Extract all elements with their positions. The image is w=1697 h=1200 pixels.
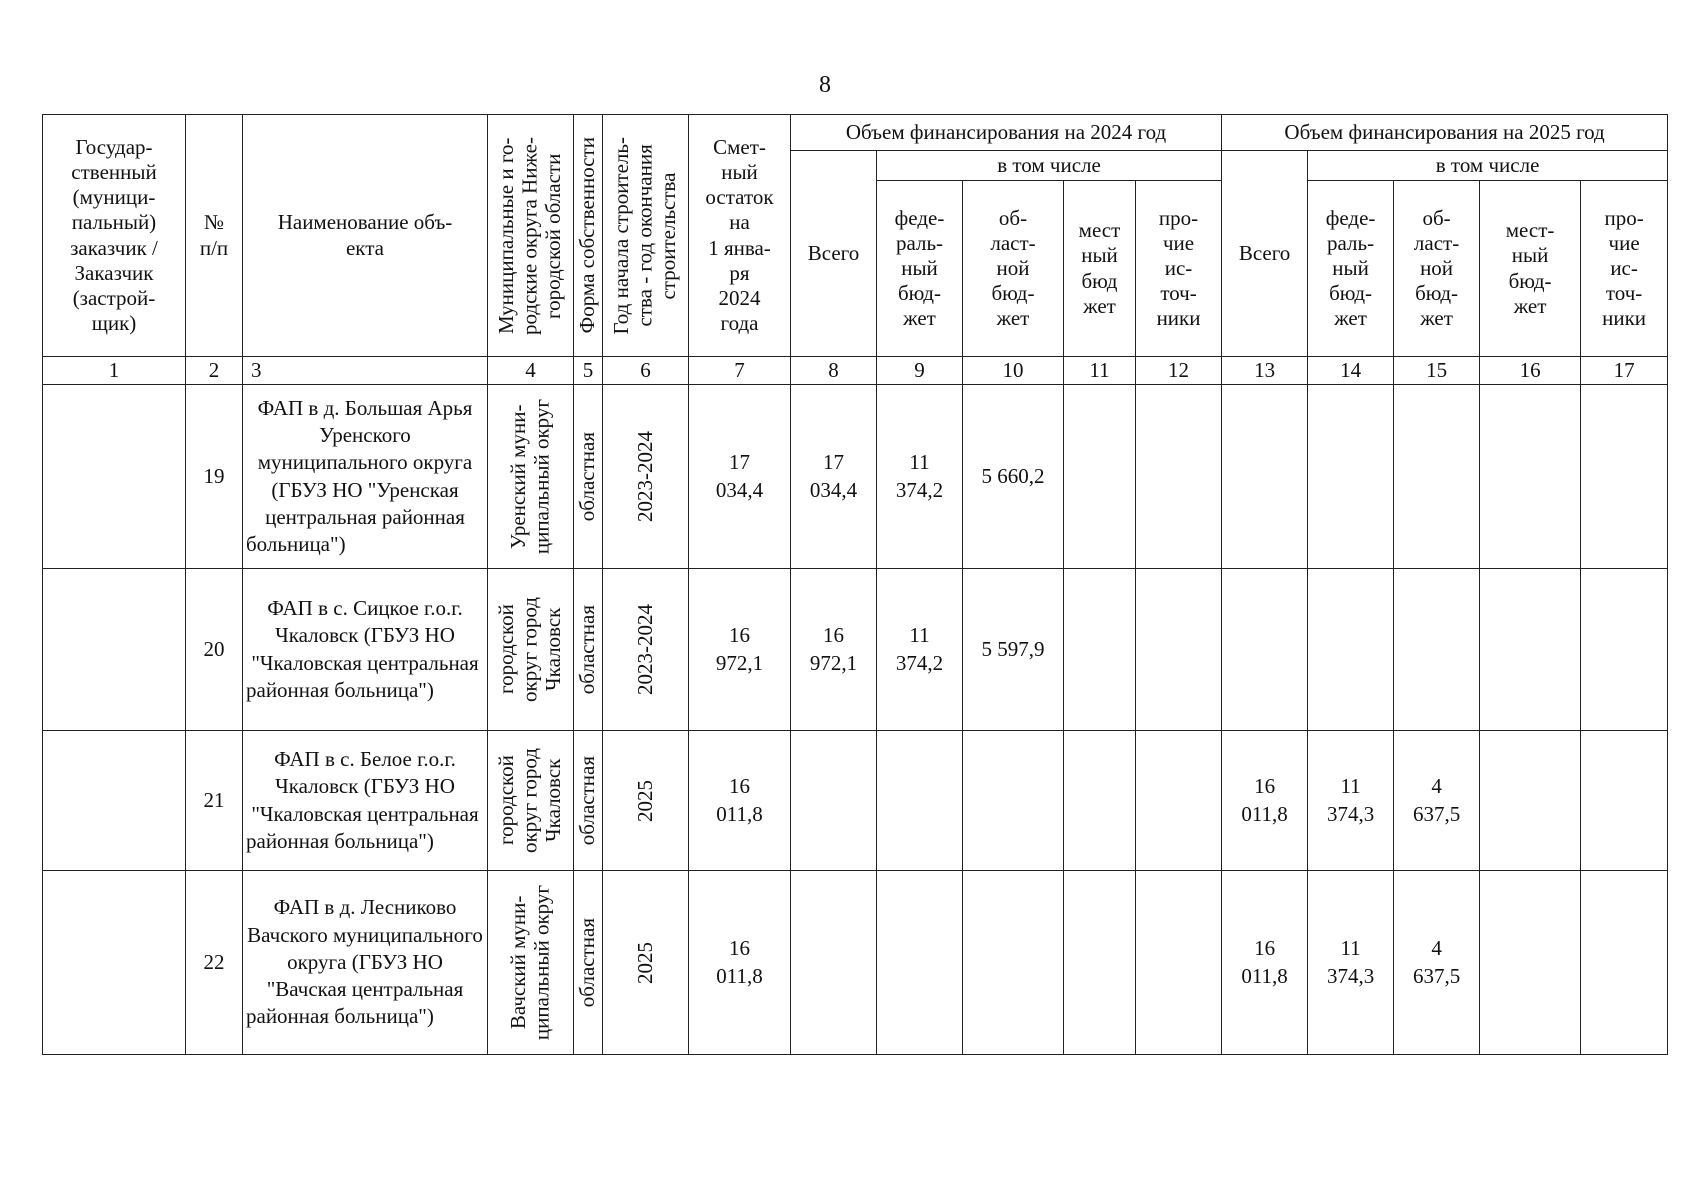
regional-2025: 4 637,5 xyxy=(1394,871,1480,1055)
regional-2024: 5 660,2 xyxy=(963,385,1064,569)
header-ownership-form xyxy=(574,115,603,357)
header-local-2024: мест ный бюд жет xyxy=(1064,181,1136,357)
other-2024 xyxy=(1136,731,1222,871)
total-2024 xyxy=(791,731,877,871)
header-local-2025: мест- ный бюд- жет xyxy=(1480,181,1581,357)
construction-years: 2025 xyxy=(632,941,657,984)
object-name: ФАП в д. Лесниково Вачского муниципального округа (ГБУЗ НО "Вачская центральная районная больница") xyxy=(243,871,488,1055)
local-2024 xyxy=(1064,385,1136,569)
regional-2025 xyxy=(1394,569,1480,731)
regional-2024 xyxy=(963,871,1064,1055)
column-number: 2 xyxy=(186,357,243,385)
column-number: 7 xyxy=(689,357,791,385)
total-2024: 17 034,4 xyxy=(791,385,877,569)
customer-cell xyxy=(43,871,186,1055)
header-number: № п/п xyxy=(186,115,243,357)
other-2025 xyxy=(1581,385,1668,569)
column-number: 11 xyxy=(1064,357,1136,385)
local-2025 xyxy=(1480,731,1581,871)
ownership-form-cell xyxy=(574,385,603,569)
municipal-district-cell xyxy=(488,385,574,569)
regional-2024 xyxy=(963,731,1064,871)
header-object-name: Наименование объ- екта xyxy=(243,115,488,357)
federal-2025: 11 374,3 xyxy=(1308,731,1394,871)
header-municipal-district xyxy=(488,115,574,357)
header-federal-2025: феде- раль- ный бюд- жет xyxy=(1308,181,1394,357)
construction-years: 2023-2024 xyxy=(632,431,657,522)
column-number: 17 xyxy=(1581,357,1668,385)
federal-2024: 11 374,2 xyxy=(877,385,963,569)
local-2024 xyxy=(1064,569,1136,731)
object-name: ФАП в д. Большая Арья Уренского муниципального округа (ГБУЗ НО "Уренская центральная районная больница") xyxy=(243,385,488,569)
column-number: 14 xyxy=(1308,357,1394,385)
header-customer: Государ- ственный (муници- пальный) заказчик / Заказчик (застрой- щик) xyxy=(43,115,186,357)
construction-years-cell xyxy=(603,731,689,871)
customer-cell xyxy=(43,385,186,569)
header-other-2025: про- чие ис- точ- ники xyxy=(1581,181,1668,357)
ownership-form-cell xyxy=(574,569,603,731)
column-number: 15 xyxy=(1394,357,1480,385)
municipal-district: городской округ город Чкаловск xyxy=(494,748,566,853)
ownership-form-cell xyxy=(574,871,603,1055)
column-number: 6 xyxy=(603,357,689,385)
column-number: 3 xyxy=(243,357,488,385)
construction-years: 2025 xyxy=(632,779,657,822)
column-number: 9 xyxy=(877,357,963,385)
total-2025: 16 011,8 xyxy=(1222,731,1308,871)
header-construction-years-text: Год начала строитель- ства - год окончания строительства xyxy=(609,136,681,335)
header-other-2024: про- чие ис- точ- ники xyxy=(1136,181,1222,357)
column-number: 1 xyxy=(43,357,186,385)
column-number: 8 xyxy=(791,357,877,385)
municipal-district: Уренский муни- ципальный округ xyxy=(505,398,554,555)
column-number: 13 xyxy=(1222,357,1308,385)
header-municipal-district-text: Муниципальные и го- родские округа Ниже- городской области xyxy=(494,136,566,335)
page-number: 8 xyxy=(819,72,831,98)
local-2024 xyxy=(1064,731,1136,871)
total-2025 xyxy=(1222,385,1308,569)
column-number-row xyxy=(43,357,1668,385)
municipal-district: Вачский муни- ципальный округ xyxy=(505,884,554,1041)
ownership-form-cell xyxy=(574,731,603,871)
regional-2024: 5 597,9 xyxy=(963,569,1064,731)
construction-years-cell xyxy=(603,385,689,569)
ownership-form: областная xyxy=(575,755,600,846)
construction-years-cell xyxy=(603,569,689,731)
column-number: 16 xyxy=(1480,357,1581,385)
column-number: 10 xyxy=(963,357,1064,385)
row-number: 19 xyxy=(186,385,243,569)
estimate-balance: 16 011,8 xyxy=(689,731,791,871)
local-2025 xyxy=(1480,871,1581,1055)
other-2025 xyxy=(1581,871,1668,1055)
federal-2025 xyxy=(1308,385,1394,569)
estimate-balance: 16 972,1 xyxy=(689,569,791,731)
local-2025 xyxy=(1480,569,1581,731)
federal-2024: 11 374,2 xyxy=(877,569,963,731)
federal-2024 xyxy=(877,871,963,1055)
column-number: 12 xyxy=(1136,357,1222,385)
header-ownership-form-text: Форма собственности xyxy=(575,137,600,334)
customer-cell xyxy=(43,569,186,731)
row-number: 21 xyxy=(186,731,243,871)
header-financing-2025: Объем финансирования на 2025 год xyxy=(1222,115,1668,151)
municipal-district-cell xyxy=(488,731,574,871)
total-2025 xyxy=(1222,569,1308,731)
total-2025: 16 011,8 xyxy=(1222,871,1308,1055)
total-2024: 16 972,1 xyxy=(791,569,877,731)
header-estimate-balance: Смет- ный остаток на 1 янва- ря 2024 года xyxy=(689,115,791,357)
ownership-form: областная xyxy=(575,917,600,1008)
ownership-form: областная xyxy=(575,604,600,695)
total-2024 xyxy=(791,871,877,1055)
header-including-2024: в том числе xyxy=(877,151,1222,181)
column-number: 5 xyxy=(574,357,603,385)
row-number: 20 xyxy=(186,569,243,731)
header-total-2024: Всего xyxy=(791,151,877,357)
local-2025 xyxy=(1480,385,1581,569)
federal-2025: 11 374,3 xyxy=(1308,871,1394,1055)
header-financing-2024: Объем финансирования на 2024 год xyxy=(791,115,1222,151)
header-regional-2024: об- ласт- ной бюд- жет xyxy=(963,181,1064,357)
other-2024 xyxy=(1136,871,1222,1055)
other-2024 xyxy=(1136,385,1222,569)
construction-financing-table xyxy=(42,114,1668,1055)
other-2025 xyxy=(1581,731,1668,871)
estimate-balance: 17 034,4 xyxy=(689,385,791,569)
header-total-2025: Всего xyxy=(1222,151,1308,357)
construction-years: 2023-2024 xyxy=(632,604,657,695)
municipal-district: городской округ город Чкаловск xyxy=(494,597,566,702)
estimate-balance: 16 011,8 xyxy=(689,871,791,1055)
construction-years-cell xyxy=(603,871,689,1055)
federal-2025 xyxy=(1308,569,1394,731)
header-construction-years xyxy=(603,115,689,357)
local-2024 xyxy=(1064,871,1136,1055)
header-regional-2025: об- ласт- ной бюд- жет xyxy=(1394,181,1480,357)
customer-cell xyxy=(43,731,186,871)
regional-2025: 4 637,5 xyxy=(1394,731,1480,871)
ownership-form: областная xyxy=(575,431,600,522)
object-name: ФАП в с. Белое г.о.г. Чкаловск (ГБУЗ НО "Чкаловская центральная районная больница") xyxy=(243,731,488,871)
other-2024 xyxy=(1136,569,1222,731)
header-including-2025: в том числе xyxy=(1308,151,1668,181)
table-row xyxy=(43,569,1668,731)
regional-2025 xyxy=(1394,385,1480,569)
table-row xyxy=(43,385,1668,569)
object-name: ФАП в с. Сицкое г.о.г. Чкаловск (ГБУЗ НО "Чкаловская центральная районная больница") xyxy=(243,569,488,731)
federal-2024 xyxy=(877,731,963,871)
table-row xyxy=(43,731,1668,871)
municipal-district-cell xyxy=(488,871,574,1055)
other-2025 xyxy=(1581,569,1668,731)
row-number: 22 xyxy=(186,871,243,1055)
municipal-district-cell xyxy=(488,569,574,731)
table-row xyxy=(43,871,1668,1055)
column-number: 4 xyxy=(488,357,574,385)
header-federal-2024: феде- раль- ный бюд- жет xyxy=(877,181,963,357)
